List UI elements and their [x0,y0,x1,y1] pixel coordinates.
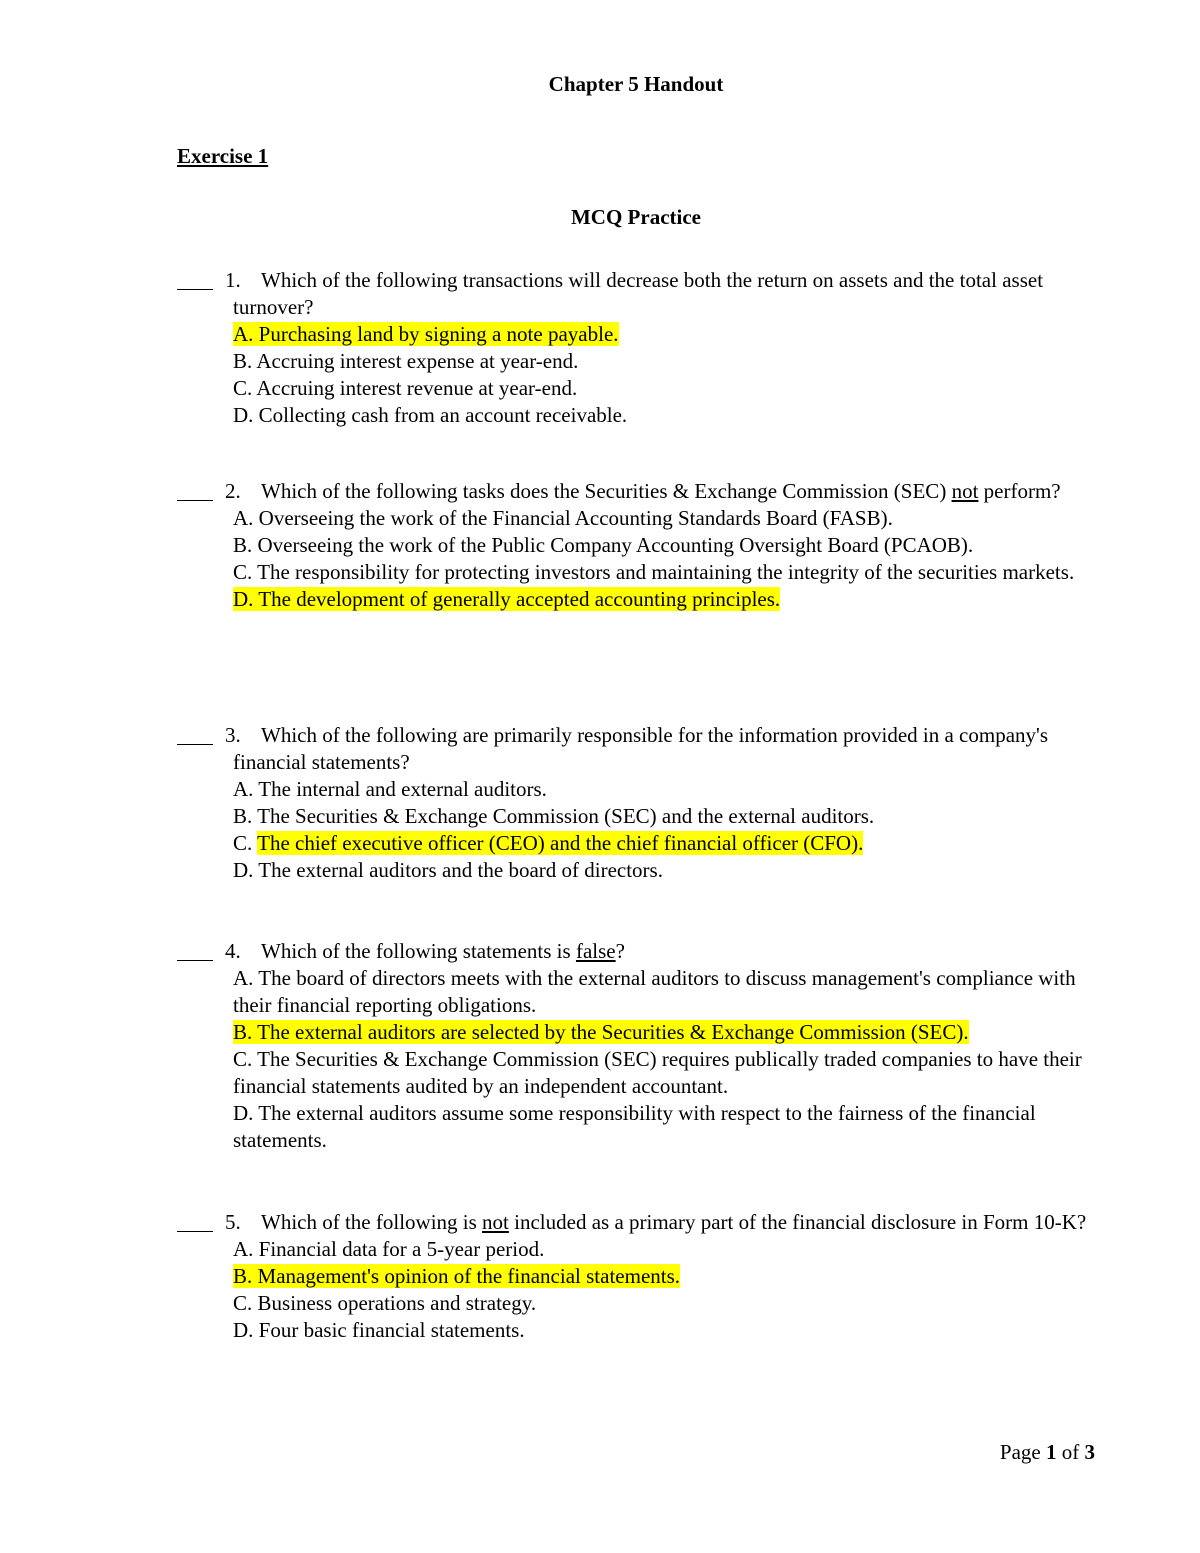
question-text: Which of the following are primarily responsible for the information provided in a company's financial statements? [233,723,1048,774]
section-title: MCQ Practice [570,205,701,229]
question-text: Which of the following tasks does the Securities & Exchange Commission (SEC) not perform? [261,479,1061,503]
option-b: B. The Securities & Exchange Commission (SEC) and the external auditors. [233,804,875,828]
option-list [177,776,1117,884]
option-d: D. The external auditors and the board of directors. [233,858,663,882]
question-2 [177,478,1117,613]
emphasis-text: not [482,1210,509,1234]
option-a: A. The board of directors meets with the external auditors to discuss management's compliance with their financial reporting obligations. [233,966,1076,1017]
page-total: 3 [1084,1440,1095,1464]
option-d: D. The external auditors assume some responsibility with respect to the fairness of the financial statements. [233,1101,1036,1152]
option-c: C. The chief executive officer (CEO) and the chief financial officer (CFO). [233,831,864,855]
emphasis-text: false [575,939,616,963]
option-a: A. Financial data for a 5-year period. [233,1237,545,1261]
answer-blank[interactable] [177,478,213,501]
answer-blank[interactable] [177,938,213,961]
document-title: Chapter 5 Handout [548,72,724,96]
option-list [177,505,1117,613]
answer-blank[interactable] [177,722,213,745]
option-b: B. Accruing interest expense at year-end. [233,349,579,373]
answer-blank[interactable] [177,267,213,290]
option-list [177,1236,1117,1344]
option-b: B. Management's opinion of the financial statements. [233,1264,681,1288]
option-d: D. Four basic financial statements. [233,1318,525,1342]
option-c: C. The responsibility for protecting investors and maintaining the integrity of the securities markets. [233,560,1075,584]
option-list [177,321,1117,429]
option-c: C. The Securities & Exchange Commission (SEC) requires publically traded companies to have their financial statements audited by an independent accountant. [233,1047,1082,1098]
question-1 [177,267,1117,429]
exercise-heading: Exercise 1 [177,144,269,168]
question-number: 3. [225,723,241,747]
option-a: A. The internal and external auditors. [233,777,547,801]
page-label: Page [999,1440,1041,1464]
page-current: 1 [1046,1440,1057,1464]
of-label: of [1061,1440,1080,1464]
question-text: Which of the following statements is false? [261,939,625,963]
question-number: 4. [225,939,241,963]
option-list [177,965,1117,1154]
question-5 [177,1209,1117,1344]
option-d: D. Collecting cash from an account receivable. [233,403,628,427]
answer-blank[interactable] [177,1209,213,1232]
question-number: 2. [225,479,241,503]
question-text: Which of the following is not included as a primary part of the financial disclosure in Form 10-K? [261,1210,1087,1234]
question-text: Which of the following transactions will decrease both the return on assets and the total asset turnover? [233,268,1044,319]
option-b: B. The external auditors are selected by the Securities & Exchange Commission (SEC). [233,1020,969,1044]
option-a: A. Purchasing land by signing a note payable. [233,322,619,346]
question-4 [177,938,1117,1154]
option-a: A. Overseeing the work of the Financial Accounting Standards Board (FASB). [233,506,893,530]
question-number: 5. [225,1210,241,1234]
option-b: B. Overseeing the work of the Public Company Accounting Oversight Board (PCAOB). [233,533,974,557]
emphasis-text: not [951,479,979,503]
question-number: 1. [225,268,241,292]
option-d: D. The development of generally accepted accounting principles. [233,587,781,611]
question-3 [177,722,1117,884]
option-c: C. Business operations and strategy. [233,1291,537,1315]
page-footer [1000,1440,1095,1465]
option-c: C. Accruing interest revenue at year-end. [233,376,578,400]
